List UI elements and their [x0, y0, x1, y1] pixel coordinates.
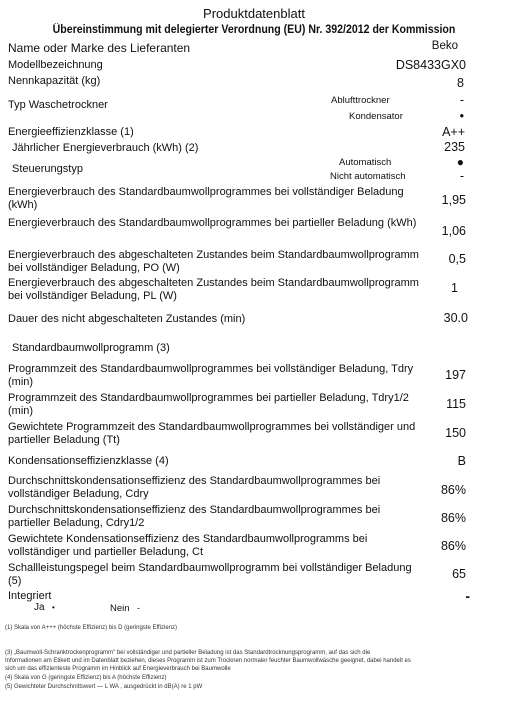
programme-time-full-value: 197: [445, 368, 466, 382]
condensation-weighted-value: 86%: [440, 539, 466, 553]
energy-class-value: A++: [442, 125, 465, 139]
capacity-label: Nennkapazität (kg): [8, 75, 101, 87]
condensation-partial-value: 86%: [440, 511, 466, 525]
programme-time-full-label: Programmzeit des Standardbaumwollprogrammes bei vollständiger Beladung, Tdry (min): [8, 363, 414, 388]
control-automatic-mark: ●: [456, 155, 464, 169]
off-mode-partial-value: 1: [451, 281, 458, 295]
noise-level-value: 65: [452, 567, 466, 581]
integrated-ja-label: Ja: [34, 602, 45, 613]
programme-time-weighted-label: Gewichtete Programmzeit des Standardbaumwollprogrammes bei vollständiger und partieller Beladung (Tt): [8, 421, 416, 446]
energy-full-label: Energieverbrauch des Standardbaumwollprogrammes bei vollständiger Beladung (kWh): [8, 186, 404, 211]
page-subtitle: Übereinstimmung mit delegierter Verordnung (EU) Nr. 392/2012 der Kommission: [52, 24, 456, 36]
annual-energy-label: Jährlicher Energieverbrauch (kWh) (2): [12, 142, 199, 154]
off-mode-partial-label: Energieverbrauch des abgeschalteten Zustandes beim Standardbaumwollprogramm bei vollständiger Beladung, PL (W): [8, 277, 419, 302]
footnote-3-line3: sich um das effizienteste Programm im Hinblick auf Energieverbrauch bei Baumwolle: [5, 666, 231, 672]
brand-value: Beko: [431, 40, 458, 52]
dryer-type-label: Typ Waschetrockner: [8, 99, 108, 111]
condensation-class-value: B: [457, 454, 466, 468]
integrated-value: -: [465, 588, 470, 604]
integrated-nein-mark: -: [137, 603, 140, 613]
footnote-3-line1: (3) „Baumwoll-Schranktrockenprogramm" bei vollständiger und partieller Beladung ist das Standardtrocknungsprogramm, auf das sich die: [5, 650, 371, 656]
model-label: Modellbezeichnung: [8, 59, 103, 71]
condensation-full-value: 86%: [440, 483, 466, 497]
condensation-weighted-label: Gewichtete Kondensationseffizienz des Standardbaumwollprogramms bei vollständiger und partieller Beladung, Ct: [8, 533, 368, 558]
programme-time-partial-label: Programmzeit des Standardbaumwollprogrammes bei partieller Beladung, Tdry1/2 (min): [8, 392, 409, 417]
energy-full-value: 1,95: [441, 193, 466, 207]
energy-class-label: Energieeffizienzklasse (1): [8, 126, 134, 138]
footnote-1: (1) Skala von A+++ (höchste Effizienz) bis D (geringste Effizienz): [5, 625, 178, 631]
footnote-5: (5) Gewichteter Durchschnittswert — L WA , ausgedrückt in dB(A) re 1 pW: [5, 684, 203, 690]
integrated-label: Integriert: [8, 590, 52, 602]
model-value: DS8433GX0: [395, 58, 466, 72]
noise-level-label: Schallleistungspegel beim Standardbaumwollprogramm bei vollständiger Beladung (5): [8, 562, 412, 587]
footnote-4: (4) Skala von G (geringste Effizienz) bis A (höchste Effizienz): [5, 675, 167, 681]
integrated-ja-mark: •: [52, 603, 55, 612]
integrated-nein-label: Nein: [110, 603, 130, 614]
programme-time-partial-value: 115: [446, 397, 466, 411]
dryer-type-condenser-mark: •: [459, 109, 464, 123]
footnote-3-line2: Informationen am Etikett und im Datenblatt beziehen, dieses Programm ist zum Trocknen normaler feuchter Baumwollwäsche geeignet, dabei handelt es: [5, 658, 411, 664]
off-mode-full-label: Energieverbrauch des abgeschalteten Zustandes beim Standardbaumwollprogramm bei vollständiger Beladung, PO (W): [8, 249, 419, 274]
dryer-type-vented-mark: -: [459, 93, 464, 107]
control-option-non-automatic: Nicht automatisch: [330, 171, 406, 182]
dryer-type-option-vented: Ablufttrockner: [331, 95, 390, 106]
control-non-automatic-mark: -: [459, 169, 464, 183]
brand-label: Name oder Marke des Lieferanten: [8, 41, 191, 55]
left-on-duration-label: Dauer des nicht abgeschalteten Zustandes (min): [8, 313, 246, 325]
capacity-value: 8: [457, 76, 464, 90]
standard-programme-heading: Standardbaumwollprogramm (3): [12, 342, 170, 354]
annual-energy-value: 235: [444, 140, 465, 154]
dryer-type-option-condenser: Kondensator: [349, 111, 403, 122]
condensation-class-label: Kondensationseffizienzklasse (4): [8, 455, 169, 467]
off-mode-full-value: 0,5: [448, 252, 466, 266]
left-on-duration-value: 30.0: [443, 311, 468, 325]
control-option-automatic: Automatisch: [339, 157, 392, 168]
energy-partial-label: Energieverbrauch des Standardbaumwollprogrammes bei partieller Beladung (kWh): [8, 217, 417, 229]
page-title: Produktdatenblatt: [203, 6, 305, 21]
control-type-label: Steuerungstyp: [12, 163, 83, 175]
programme-time-weighted-value: 150: [445, 426, 466, 440]
condensation-full-label: Durchschnittskondensationseffizienz des Standardbaumwollprogrammes bei vollständiger Beladung, Cdry: [8, 475, 381, 500]
energy-partial-value: 1,06: [441, 224, 466, 238]
condensation-partial-label: Durchschnittskondensationseffizienz des Standardbaumwollprogrammes bei partieller Beladung, Cdry1/2: [8, 504, 381, 529]
